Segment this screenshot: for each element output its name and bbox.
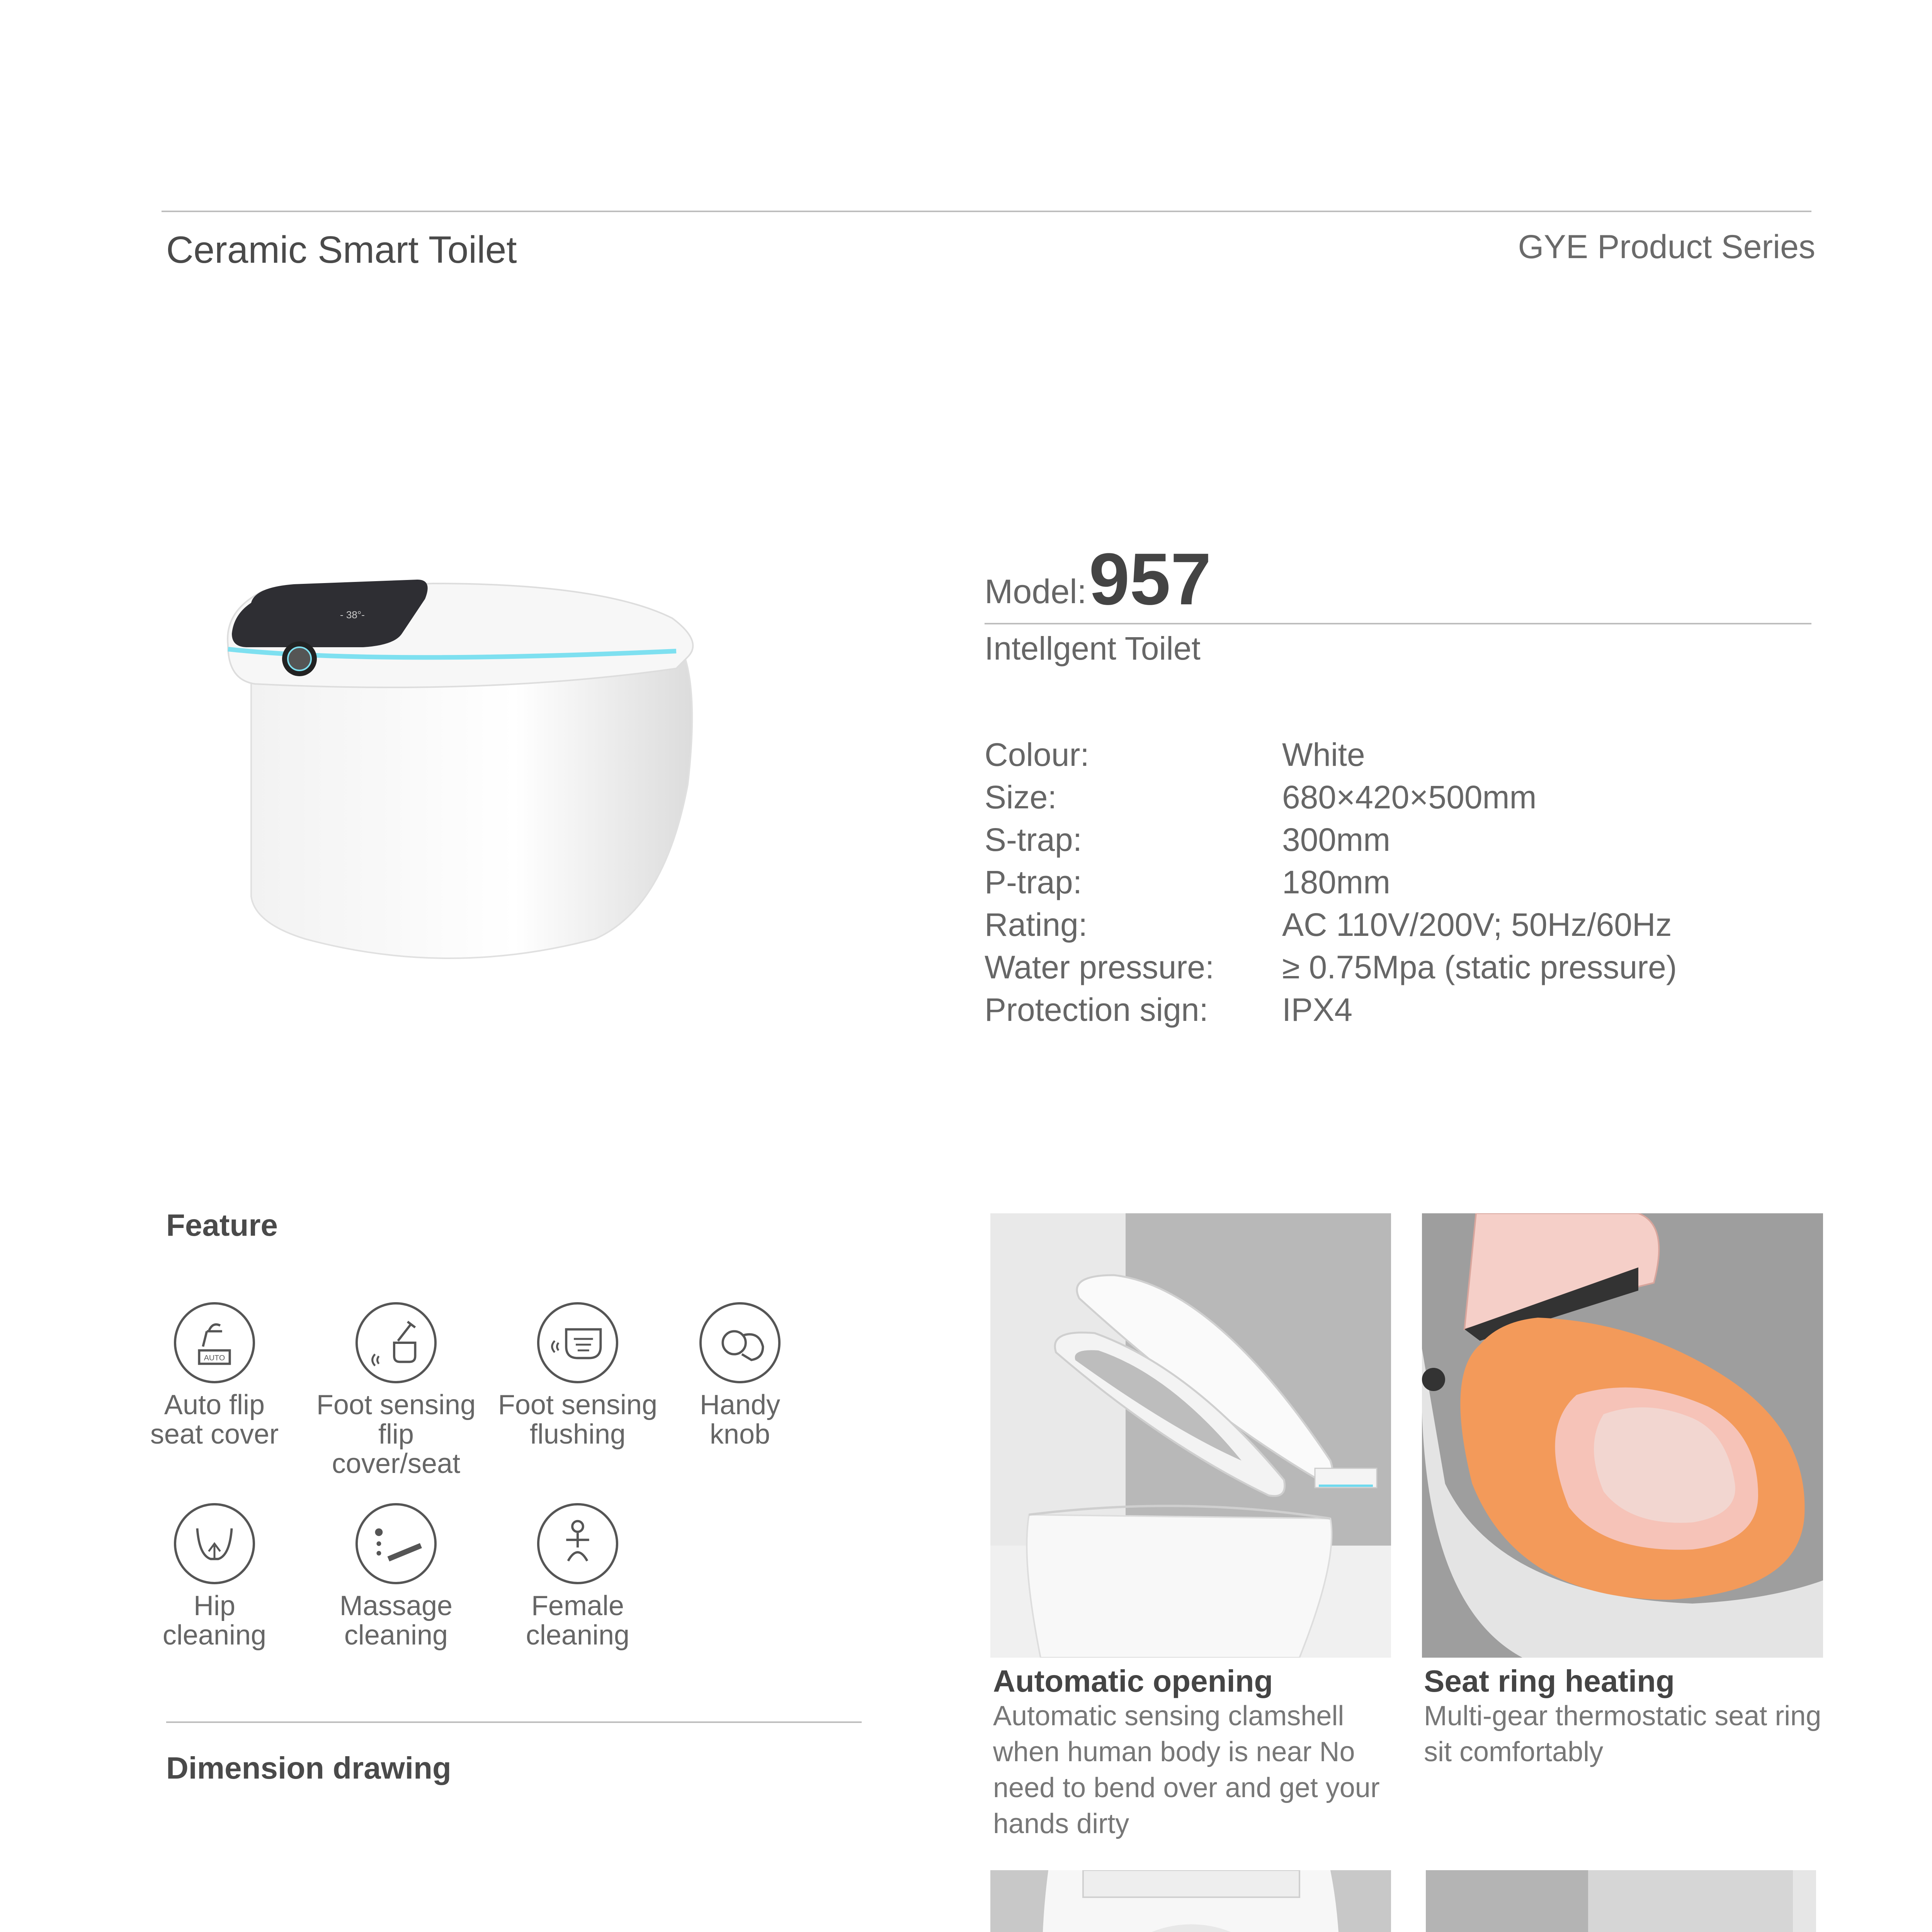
multi-knob-photo [1426,1870,1816,1932]
seat-ring-heating-photo [1422,1213,1823,1658]
feature-label: Hip cleaning [162,1590,267,1651]
feature-label: Handy knob [699,1389,781,1450]
spec-value: White [1282,736,1365,773]
dimension-rule [166,1721,862,1723]
feature-label: Massage cleaning [339,1590,453,1651]
model-label: Model: [985,572,1087,611]
spec-value: AC 110V/200V; 50Hz/60Hz [1282,906,1672,943]
feature-title: Feature [166,1208,278,1242]
feature-item [657,1302,823,1449]
spec-value: IPX4 [1282,992,1353,1028]
spec-key: Protection sign: [985,992,1208,1028]
feature-item [131,1302,298,1449]
feature-label: Auto flip seat cover [150,1389,279,1450]
spec-value: 180mm [1282,864,1391,900]
foot-sensing-flush-icon [537,1302,618,1383]
spec-key: Water pressure: [985,949,1214,985]
spec-row [985,991,1796,1034]
spec-value: 680×420×500mm [1282,779,1537,815]
gallery-caption-text: Automatic sensing clamshell when human body is near No need to bend over and get your hands dirty [993,1701,1380,1839]
feature-item [313,1302,479,1478]
spec-key: P-trap: [985,864,1082,900]
hero-toilet-image [216,568,711,970]
spec-row [985,864,1796,906]
spec-value: ≥ 0.75Mpa (static pressure) [1282,949,1677,985]
model-number: 957 [1089,538,1212,620]
handy-knob-icon [699,1302,781,1383]
model-subtitle: Intellgent Toilet [985,630,1201,667]
product-series: GYE Product Series [1518,228,1815,265]
female-cleaning-icon [537,1503,618,1584]
feature-label: Foot sensing flip cover/seat [316,1389,476,1479]
spec-row [985,779,1796,821]
header-top-rule [162,211,1811,212]
spec-key: Size: [985,779,1057,815]
siphonic-flush-photo [990,1870,1391,1932]
spec-value: 300mm [1282,821,1391,858]
spec-key: Colour: [985,736,1089,773]
auto-flip-icon [174,1302,255,1383]
spec-row [985,906,1796,949]
feature-label: Female cleaning [526,1590,630,1651]
dimension-title: Dimension drawing [166,1751,451,1785]
spec-key: S-trap: [985,821,1082,858]
spec-row [985,949,1796,991]
hip-cleaning-icon [174,1503,255,1584]
spec-row [985,821,1796,864]
doc-title: Ceramic Smart Toilet [166,228,517,271]
spec-key: Rating: [985,906,1088,943]
automatic-opening-photo [990,1213,1391,1658]
svg-text:AUTO: AUTO [204,1354,225,1362]
gallery-caption-text: Multi-gear thermostatic seat ring sit comfortably [1424,1701,1821,1767]
feature-item [495,1302,661,1449]
model-rule [985,623,1811,624]
massage-cleaning-icon [355,1503,437,1584]
feature-item [495,1503,661,1650]
feature-label: Foot sensing flushing [498,1389,658,1450]
foot-sensing-flip-icon [355,1302,437,1383]
feature-item [313,1503,479,1650]
spec-row [985,736,1796,779]
feature-item [131,1503,298,1650]
gallery-caption-title: Seat ring heating [1424,1664,1675,1698]
gallery-caption-title: Automatic opening [993,1664,1273,1698]
svg-text:- 38°-: - 38°- [340,609,365,621]
